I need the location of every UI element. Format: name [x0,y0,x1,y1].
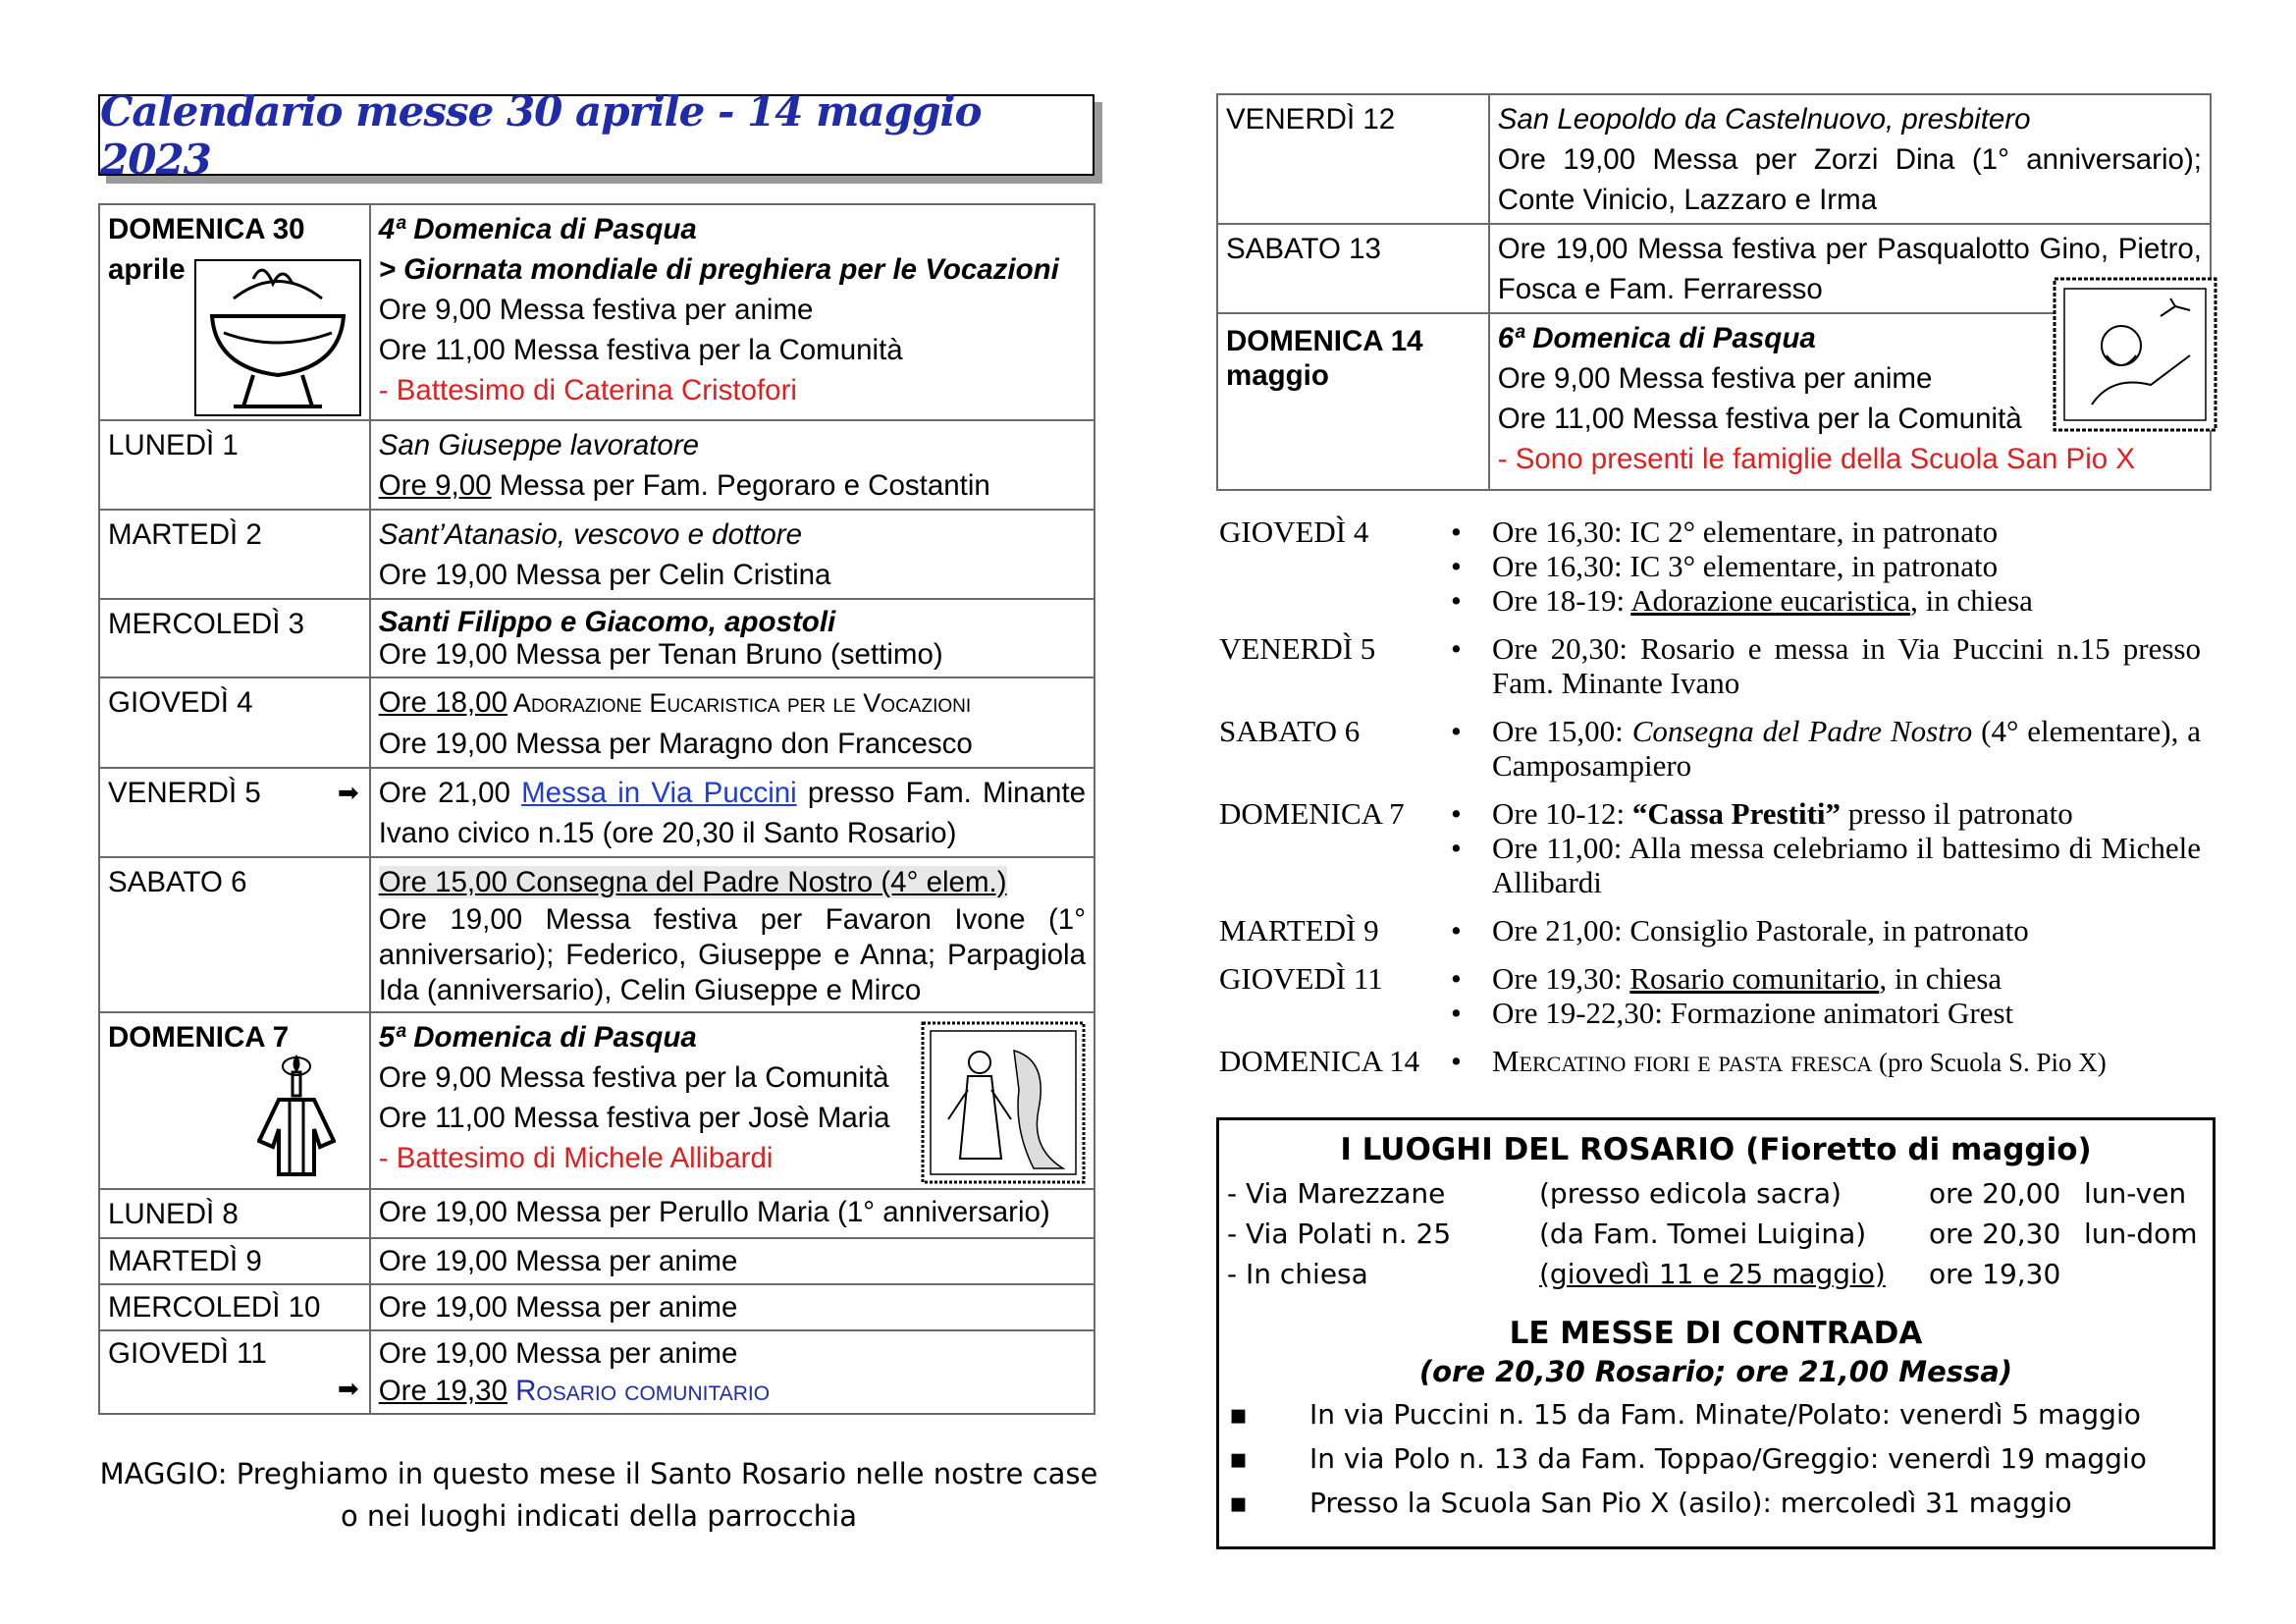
item-text: “Cassa Prestiti” [1631,796,1842,831]
day-label: SABATO 13 [1226,233,1381,265]
rosario-place [1219,1173,2213,1214]
item-text: Mercatino fiori e pasta fresca [1492,1044,1873,1078]
day-label: SABATO 6 [108,866,247,898]
rosario-place [1219,1254,2213,1294]
event-text: Ore 19,00 Messa per anime [378,1291,738,1324]
activity-row [1219,714,2201,783]
item-text: , in chiesa [1910,583,2033,618]
item-text: Rosario comunitario [1629,961,1880,996]
messe-item [1219,1481,2213,1525]
events-cell [370,768,1095,857]
item-text: presso il patronato [1841,796,2073,831]
day-cell [99,510,370,599]
events-cell [370,1189,1095,1238]
place-name: - Via Marezzane [1227,1177,1446,1210]
events-cell [370,510,1095,599]
maggio-note [98,1453,1099,1538]
table-row [99,1238,1095,1284]
event-text: Rosario comunitario [507,1375,771,1407]
table-row [99,420,1095,510]
list-item [1445,961,2201,996]
day-label: DOMENICA 30 aprile [108,213,305,286]
rosario-heading: I LUOGHI DEL ROSARIO (Fioretto di maggio) [1340,1132,2092,1167]
activity-day: DOMENICA 14 [1219,1044,1420,1078]
messe-subheading: (ore 20,30 Rosario; ore 21,00 Messa) [1418,1355,2013,1388]
day-cell [99,204,370,420]
activity-row [1219,796,2201,899]
event-text: Ore 19,00 Messa per anime [378,1337,738,1370]
day-cell [99,420,370,510]
item-text: Ore 15,00: [1492,714,1632,748]
list-item [1445,583,2201,618]
day-cell [1217,313,1489,490]
events-cell [370,1012,1095,1189]
event-text: Ore 19,00 Messa per Maragno don Francesco [378,728,973,760]
list-item [1445,714,2201,783]
event-text: Adorazione Eucaristica per le Vocazioni [507,688,972,718]
liturgy-title: 4ª Domenica di Pasqua [378,213,697,245]
messe-text: Presso la Scuola San Pio X (asilo): mercoledì 31 maggio [1309,1487,2072,1519]
day-label: LUNEDÌ 8 [108,1198,239,1230]
day-cell [99,857,370,1012]
messe-item [1219,1436,2213,1481]
place-where: (presso edicola sacra) [1539,1177,1842,1210]
baptism-text: - Battesimo di Caterina Cristofori [378,374,797,406]
day-cell [99,599,370,677]
liturgy-title: San Leopoldo da Castelnuovo, presbitero [1497,103,2031,135]
events-cell [370,599,1095,677]
day-cell [1217,94,1489,224]
event-text: Ore 11,00 Messa festiva per la Comunità [1497,403,2022,435]
activity-row [1219,631,2201,700]
event-time: Ore 18,00 [378,686,507,719]
activity-day: GIOVEDÌ 11 [1219,961,1383,996]
event-text: Ore 19,00 Messa per Tenan Bruno (settimo) [378,638,943,671]
table-row [99,1330,1095,1414]
day-cell [99,768,370,857]
day-cell [99,1012,370,1189]
event-text: Ore 19,00 Messa festiva per Pasqualotto Gino, Pietro, Fosca e Fam. Ferraresso [1497,233,2202,305]
item-text: Ore 19,30: [1492,961,1630,996]
event-text: Ore 19,00 Messa per anime [378,1245,738,1277]
event-time: Ore 21,00 [378,777,522,809]
activity-row [1219,514,2201,618]
activity-row [1219,1044,2201,1080]
liturgy-title: 6ª Domenica di Pasqua [1497,322,1816,354]
event-time: Ore 9,00 [378,469,492,502]
day-cell [99,677,370,768]
event-text: Ore 19,00 Messa per Perullo Maria (1° anniversario) [378,1196,1050,1228]
liturgy-title: San Giuseppe lavoratore [378,429,700,461]
table-row [99,599,1095,677]
events-cell [370,857,1095,1012]
jesus-illustration-icon [921,1021,1086,1184]
day-label: DOMENICA 14 maggio [1226,325,1423,392]
event-text: Ore 9,00 Messa festiva per la Comunità [378,1061,889,1094]
rosario-box [1216,1117,2216,1549]
list-item: • Ore 19-22,30: Formazione animatori Grest [1445,996,2201,1030]
events-cell [1489,94,2211,224]
table-row [99,1284,1095,1330]
candle-robe-icon [257,1053,336,1180]
list-item: • Ore 20,30: Rosario e messa in Via Puccini n.15 presso Fam. Minante Ivano [1445,631,2201,700]
title-box [98,86,1095,184]
day-label: MARTEDÌ 2 [108,518,262,551]
place-name: - Via Polati n. 25 [1227,1218,1452,1250]
item-text: Ore 18-19: [1492,583,1631,618]
puccini-mass-link[interactable]: Messa in Via Puccini [521,777,797,809]
right-arrow-icon: ➡ [337,778,359,807]
day-cell [99,1284,370,1330]
table-row [99,677,1095,768]
event-text: presso Fam. Minante Ivano civico n.15 (ore 20,30 il Santo Rosario) [378,777,1086,849]
place-time: ore 20,00 [1929,1177,2061,1210]
events-cell [370,420,1095,510]
activity-row [1219,913,2201,947]
list-item: • Ore 16,30: IC 3° elementare, in patronato [1445,549,2201,583]
event-text: Ore 19,00 Messa per Celin Cristina [378,559,831,591]
place-name: - In chiesa [1227,1258,1368,1290]
events-cell [1489,313,2211,490]
event-text: Ore 9,00 Messa festiva per anime [378,294,814,326]
list-item [1445,796,2201,831]
place-time: ore 20,30 [1929,1218,2061,1250]
table-row [99,510,1095,599]
day-label: VENERDÌ 5 [108,777,261,809]
messe-item [1219,1392,2213,1436]
maggio-line: MAGGIO: Preghiamo in questo mese il Santo Rosario nelle nostre case [99,1457,1098,1490]
maggio-line: o nei luoghi indicati della parrocchia [340,1499,858,1533]
events-cell [370,204,1095,420]
item-text: (4° elementare), a Camposampiero [1492,714,2202,783]
place-time: ore 19,30 [1929,1258,2061,1290]
event-text: Ore 19,00 Messa festiva per Favaron Ivone (1° anniversario); Federico, Giuseppe e Anna; Parpagiola Ida (anniversario), Celin Giuseppe e Mirco [378,903,1086,1006]
activity-day: MARTEDÌ 9 [1219,913,1379,947]
page-title: Calendario messe 30 aprile - 14 maggio 2023 [100,86,982,184]
item-text: (pro Scuola S. Pio X) [1872,1048,2107,1077]
square-bullet-icon: ▪ [1229,1487,1248,1519]
events-cell [370,1238,1095,1284]
table-row [1217,313,2211,490]
item-text: Ore 10-12: [1492,796,1632,831]
table-row [1217,94,2211,224]
day-label: VENERDÌ 12 [1226,103,1396,135]
list-item: • Ore 11,00: Alla messa celebriamo il battesimo di Michele Allibardi [1445,831,2201,899]
right-arrow-icon: ➡ [337,1374,359,1403]
day-label: MERCOLEDÌ 3 [108,608,304,640]
day-label: DOMENICA 7 [108,1021,290,1054]
activity-day: GIOVEDÌ 4 [1219,514,1369,549]
list-item: • Ore 21,00: Consiglio Pastorale, in patronato [1445,913,2201,947]
activity-day: SABATO 6 [1219,714,1361,748]
messe-text: In via Puccini n. 15 da Fam. Minate/Polato: venerdì 5 maggio [1309,1398,2141,1431]
event-highlight: Ore 15,00 Consegna del Padre Nostro (4° elem.) [378,866,1007,898]
table-row [99,1189,1095,1238]
day-cell [99,1330,370,1414]
events-cell [370,1284,1095,1330]
events-cell [370,677,1095,768]
item-text: , in chiesa [1879,961,2002,996]
day-cell [99,1189,370,1238]
day-cell [99,1238,370,1284]
table-row [99,204,1095,420]
liturgy-title: 5ª Domenica di Pasqua [378,1021,697,1054]
place-where: (giovedì 11 e 25 maggio) [1539,1258,1886,1290]
baptismal-font-icon [194,259,361,416]
table-row [99,857,1095,1012]
activity-day: DOMENICA 7 [1219,796,1405,831]
event-time: Ore 19,30 [378,1375,507,1407]
item-text: Adorazione eucaristica [1630,583,1911,618]
event-text: Messa per Fam. Pegoraro e Costantin [491,469,990,502]
event-text: Ore 9,00 Messa festiva per anime [1497,362,1933,395]
place-days: lun-ven [2084,1177,2187,1210]
school-families-text: - Sono presenti le famiglie della Scuola San Pio X [1497,443,2136,475]
item-text: Consegna del Padre Nostro [1631,714,1973,748]
right-calendar-table [1216,93,2212,491]
day-label: MARTEDÌ 9 [108,1245,262,1277]
left-calendar-table [98,203,1095,1415]
day-cell [1217,224,1489,313]
square-bullet-icon: ▪ [1229,1398,1248,1431]
event-text: Ore 11,00 Messa festiva per Josè Maria [378,1102,890,1134]
activities-list [1219,514,2201,1094]
liturgy-title: Sant’Atanasio, vescovo e dottore [378,518,803,551]
activity-day: VENERDÌ 5 [1219,631,1376,666]
place-days: lun-dom [2084,1218,2198,1250]
baptism-text: - Battesimo di Michele Allibardi [378,1142,774,1174]
event-note: > Giornata mondiale di preghiera per le Vocazioni [378,253,1059,286]
day-label: GIOVEDÌ 4 [108,686,253,719]
messe-text: In via Polo n. 13 da Fam. Toppao/Greggio: venerdì 19 maggio [1309,1442,2147,1475]
place-where: (da Fam. Tomei Luigina) [1539,1218,1867,1250]
activity-row [1219,961,2201,1030]
messe-heading: LE MESSE DI CONTRADA [1509,1316,1923,1351]
liturgy-title: Santi Filippo e Giacomo, apostoli [378,606,836,638]
square-bullet-icon: ▪ [1229,1442,1248,1475]
events-cell [370,1330,1095,1414]
table-row [99,1012,1095,1189]
risen-christ-icon [2053,277,2217,432]
rosario-place [1219,1214,2213,1254]
list-item [1445,1044,2201,1080]
event-text: Ore 19,00 Messa per Zorzi Dina (1° anniversario); Conte Vinicio, Lazzaro e Irma [1497,143,2202,216]
day-label: MERCOLEDÌ 10 [108,1291,321,1324]
day-label: LUNEDÌ 1 [108,429,239,461]
list-item: • Ore 16,30: IC 2° elementare, in patronato [1445,514,2201,549]
day-label: GIOVEDÌ 11 [108,1337,267,1370]
event-text: Ore 11,00 Messa festiva per la Comunità [378,334,903,366]
table-row [99,768,1095,857]
